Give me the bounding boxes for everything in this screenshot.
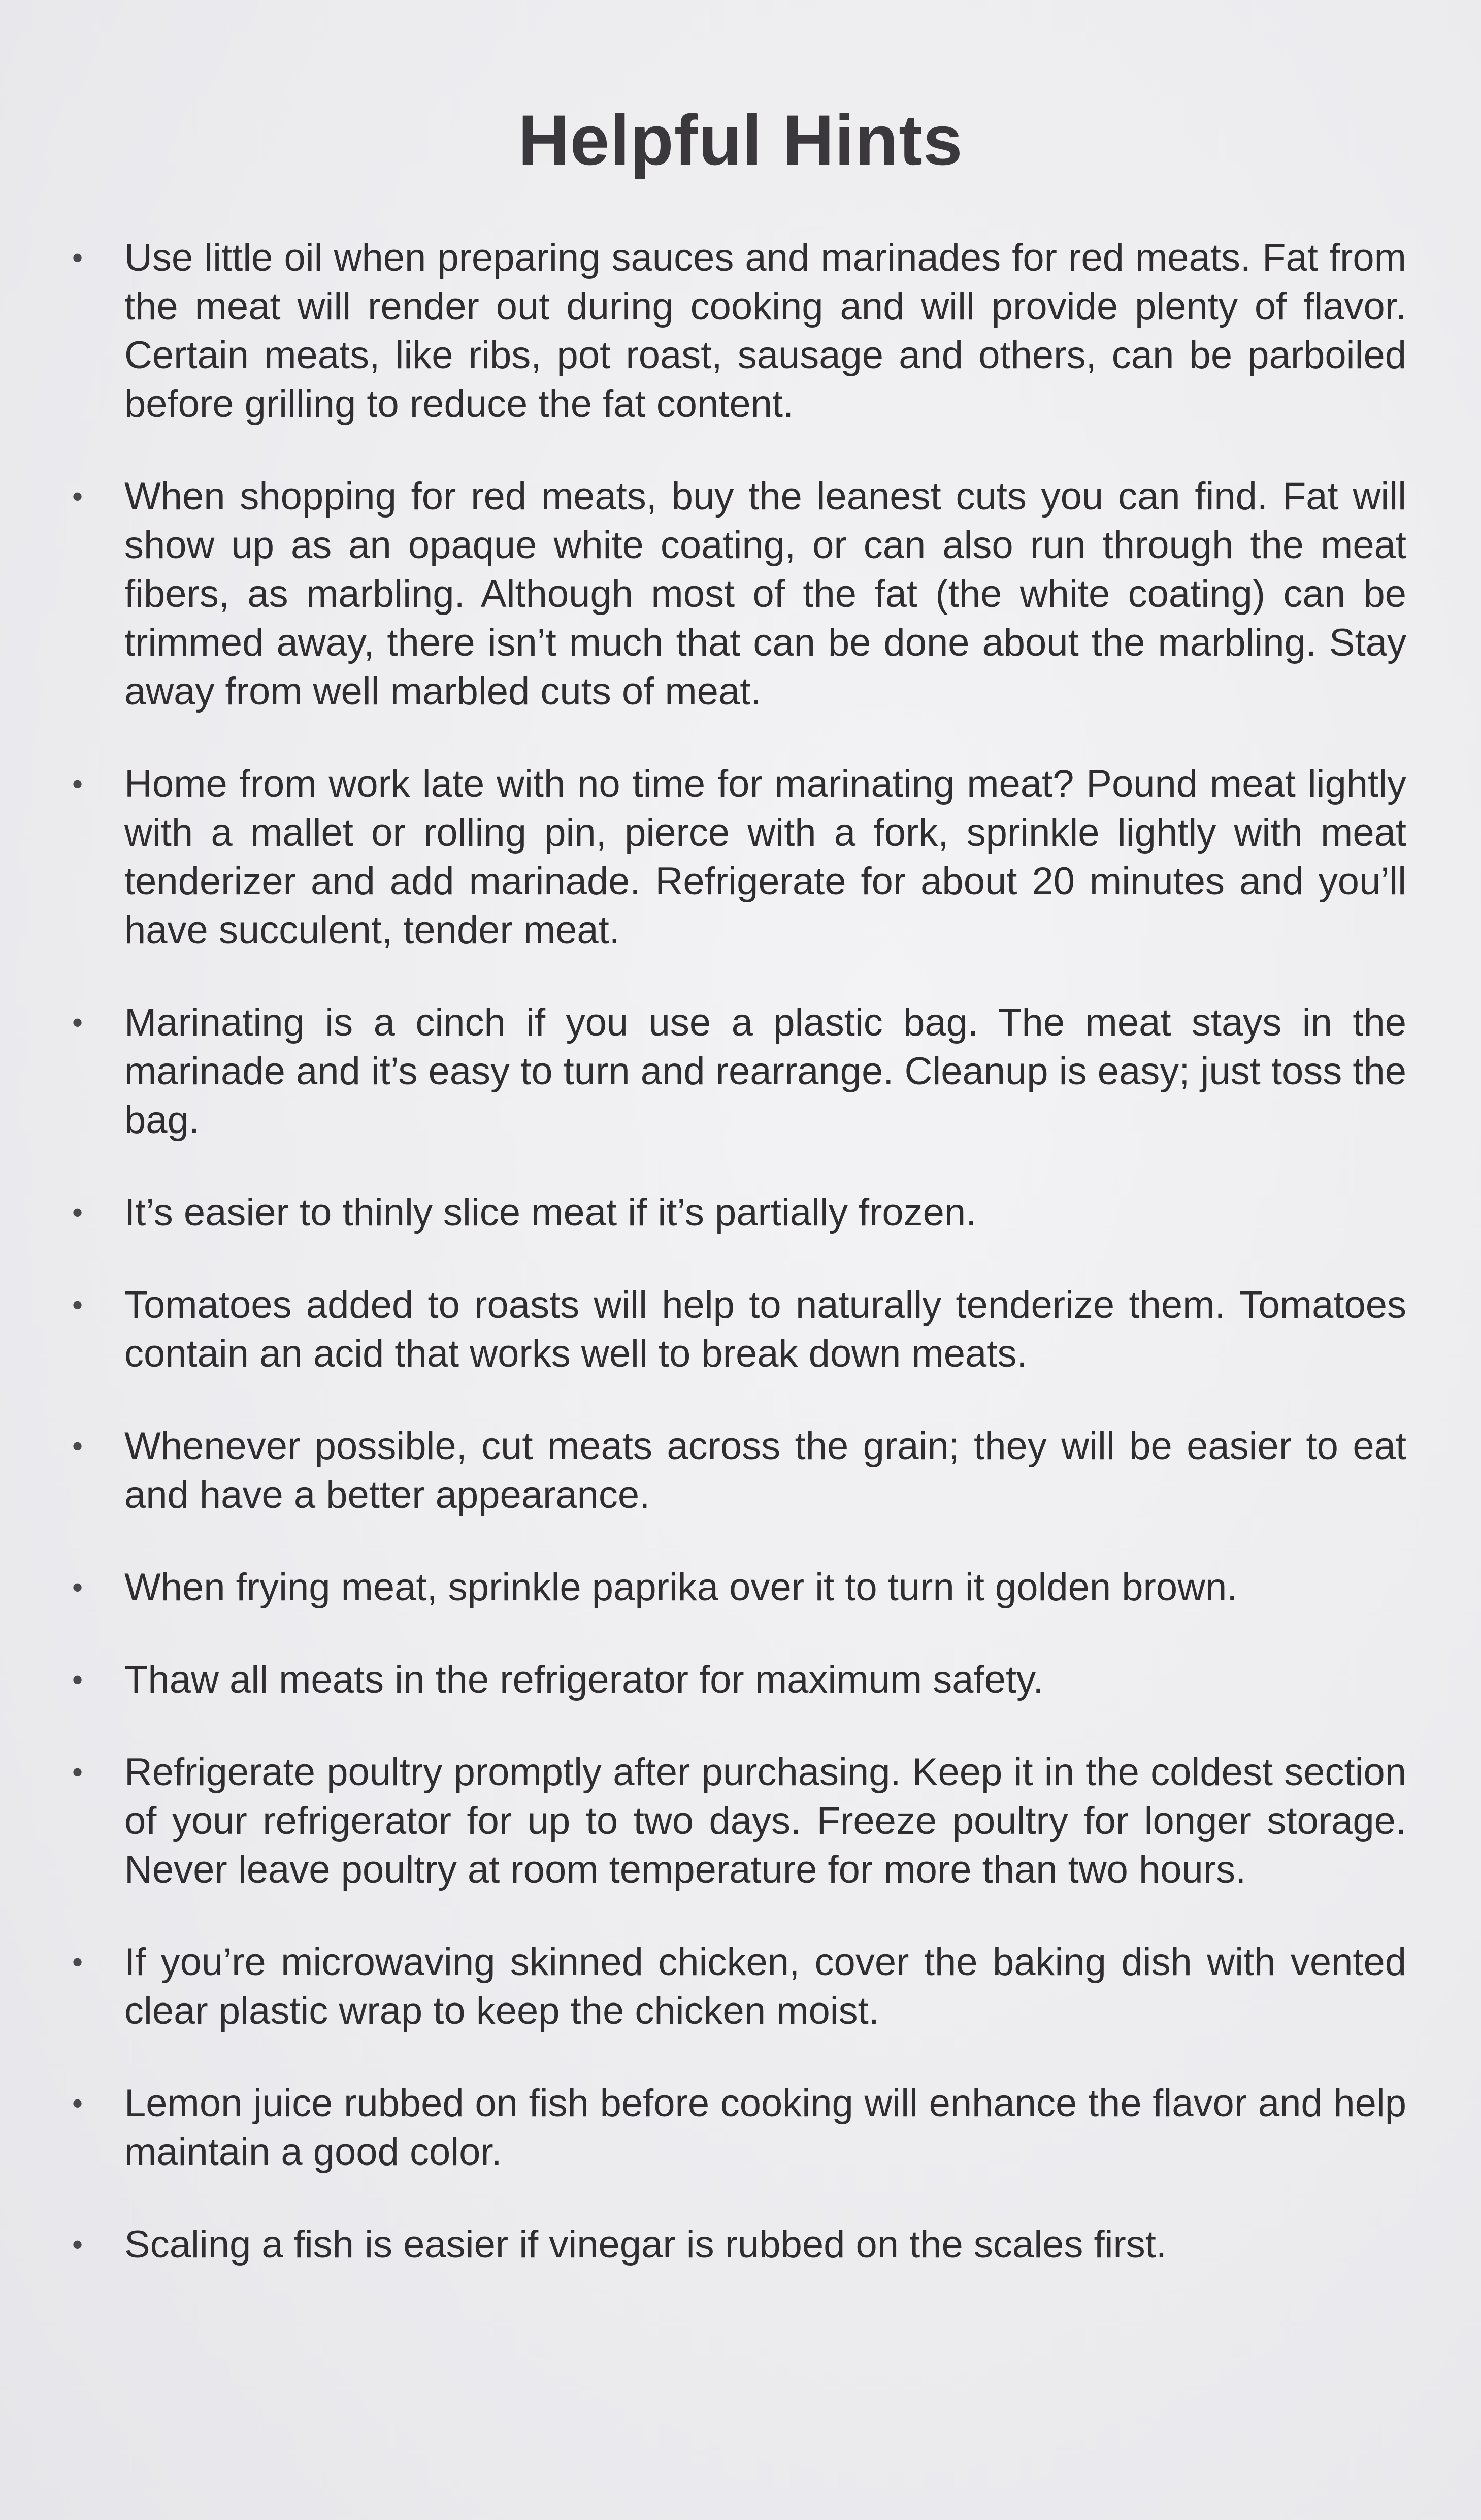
list-item <box>66 472 1406 716</box>
list-item <box>66 1188 1406 1237</box>
page-title: Helpful Hints <box>518 100 963 180</box>
list-item <box>66 998 1406 1145</box>
hint-text: Whenever possible, cut meats across the grain; they will be easier to eat and have a better appearance. <box>124 1425 1406 1516</box>
list-item <box>66 1563 1406 1612</box>
bullet-icon: • <box>72 2227 83 2261</box>
list-item <box>66 1281 1406 1378</box>
hint-text: Marinating is a cinch if you use a plastic bag. The meat stays in the marinade and it’s easy to turn and rearrange. Cleanup is easy; just toss the bag. <box>124 1001 1406 1142</box>
hint-text: Scaling a fish is easier if vinegar is rubbed on the scales first. <box>124 2223 1167 2266</box>
hint-text: Thaw all meats in the refrigerator for maximum safety. <box>124 1658 1044 1701</box>
hints-list <box>66 234 1406 2313</box>
hint-text: When shopping for red meats, buy the leanest cuts you can find. Fat will show up as an opaque white coating, or can also run through the meat fibers, as marbling. Although most of the fat (the white coating) can be trimmed away, there isn’t much that can be done about the marbling. Stay away from well marbled cuts of meat. <box>124 475 1406 713</box>
list-item <box>66 1656 1406 1704</box>
list-item <box>66 1748 1406 1894</box>
list-item <box>66 234 1406 429</box>
bullet-icon: • <box>72 767 83 801</box>
hint-text: It’s easier to thinly slice meat if it’s partially frozen. <box>124 1191 977 1234</box>
hint-text: Lemon juice rubbed on fish before cooking will enhance the flavor and help maintain a good color. <box>124 2082 1406 2174</box>
bullet-icon: • <box>72 1006 83 1040</box>
bullet-icon: • <box>72 1429 83 1463</box>
hint-text: When frying meat, sprinkle paprika over it to turn it golden brown. <box>124 1566 1238 1609</box>
bullet-icon: • <box>72 1663 83 1697</box>
bullet-icon: • <box>72 1570 83 1604</box>
hint-text: Home from work late with no time for marinating meat? Pound meat lightly with a mallet or rolling pin, pierce with a fork, sprinkle lightly with meat tenderizer and add marinade. Refrigerate for about 20 minutes and you’ll have succulent, tender meat. <box>124 762 1406 952</box>
hint-text: Tomatoes added to roasts will help to naturally tenderize them. Tomatoes contain an acid that works well to break down meats. <box>124 1283 1406 1375</box>
hint-text: Use little oil when preparing sauces and marinades for red meats. Fat from the meat will render out during cooking and will provide plenty of flavor. Certain meats, like ribs, pot roast, sausage and others, can be parboiled before grilling to reduce the fat content. <box>124 236 1406 426</box>
list-item <box>66 2079 1406 2177</box>
bullet-icon: • <box>72 1288 83 1322</box>
bullet-icon: • <box>72 241 83 275</box>
hint-text: Refrigerate poultry promptly after purchasing. Keep it in the coldest section of your refrigerator for up to two days. Freeze poultry for longer storage. Never leave poultry at room temperature for more than two hours. <box>124 1751 1406 1891</box>
list-item <box>66 1422 1406 1520</box>
bullet-icon: • <box>72 1196 83 1230</box>
list-item <box>66 760 1406 955</box>
list-item <box>66 2220 1406 2269</box>
bullet-icon: • <box>72 1755 83 1789</box>
hint-text: If you’re microwaving skinned chicken, cover the baking dish with vented clear plastic wrap to keep the chicken moist. <box>124 1941 1406 2032</box>
bullet-icon: • <box>72 1945 83 1979</box>
list-item <box>66 1938 1406 2036</box>
bullet-icon: • <box>72 2086 83 2120</box>
bullet-icon: • <box>72 479 83 513</box>
